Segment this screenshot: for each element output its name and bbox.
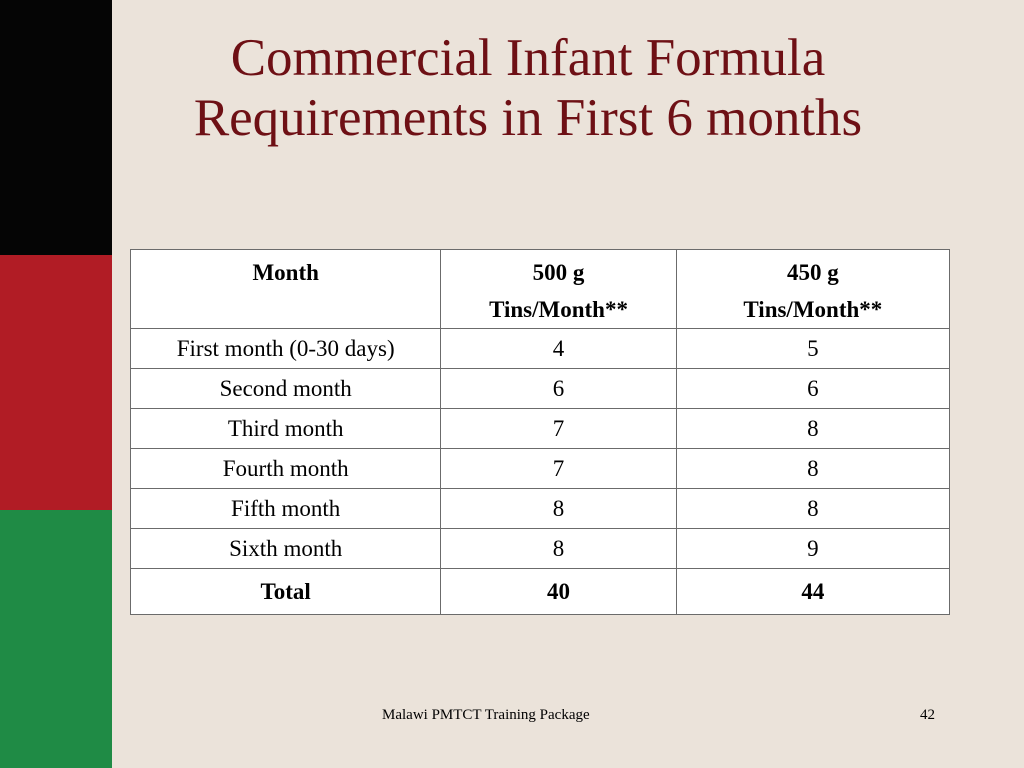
cell-500g: 8 bbox=[441, 529, 676, 569]
cell-450g: 8 bbox=[676, 489, 949, 529]
header-500g-line2: Tins/Month** bbox=[489, 297, 628, 322]
slide-title bbox=[112, 28, 944, 148]
cell-month: First month (0-30 days) bbox=[131, 329, 441, 369]
cell-450g: 6 bbox=[676, 369, 949, 409]
flag-band-red bbox=[0, 255, 112, 510]
header-450g-line2: Tins/Month** bbox=[743, 297, 883, 322]
cell-500g: 7 bbox=[441, 449, 676, 489]
header-500g-tins bbox=[441, 250, 676, 329]
slide-title-line-2: Requirements in First 6 months bbox=[193, 89, 863, 147]
slide-title-line-1: Commercial Infant Formula bbox=[230, 29, 826, 87]
flag-band-green bbox=[0, 510, 112, 768]
cell-500g: 8 bbox=[441, 489, 676, 529]
total-450g: 44 bbox=[676, 569, 949, 615]
header-500g-line1: 500 g bbox=[532, 260, 585, 285]
table-row bbox=[131, 489, 950, 529]
cell-500g: 7 bbox=[441, 409, 676, 449]
total-label: Total bbox=[131, 569, 441, 615]
cell-month: Fourth month bbox=[131, 449, 441, 489]
table-row bbox=[131, 409, 950, 449]
cell-450g: 9 bbox=[676, 529, 949, 569]
cell-450g: 5 bbox=[676, 329, 949, 369]
table-row bbox=[131, 369, 950, 409]
table-row bbox=[131, 449, 950, 489]
table-row bbox=[131, 529, 950, 569]
page-number: 42 bbox=[920, 707, 935, 723]
table-header-row bbox=[131, 250, 950, 329]
formula-requirements-table bbox=[130, 249, 950, 615]
table-row bbox=[131, 329, 950, 369]
header-450g-tins bbox=[676, 250, 949, 329]
cell-month: Second month bbox=[131, 369, 441, 409]
flag-band-black bbox=[0, 0, 112, 255]
cell-450g: 8 bbox=[676, 449, 949, 489]
cell-500g: 6 bbox=[441, 369, 676, 409]
table-total-row bbox=[131, 569, 950, 615]
footer-text: Malawi PMTCT Training Package bbox=[382, 707, 590, 723]
cell-month: Sixth month bbox=[131, 529, 441, 569]
header-month bbox=[131, 250, 441, 329]
cell-500g: 4 bbox=[441, 329, 676, 369]
total-500g: 40 bbox=[441, 569, 676, 615]
header-month-label: Month bbox=[252, 260, 319, 285]
cell-month: Fifth month bbox=[131, 489, 441, 529]
cell-450g: 8 bbox=[676, 409, 949, 449]
header-450g-line1: 450 g bbox=[786, 260, 839, 285]
cell-month: Third month bbox=[131, 409, 441, 449]
malawi-flag-stripe bbox=[0, 0, 112, 768]
